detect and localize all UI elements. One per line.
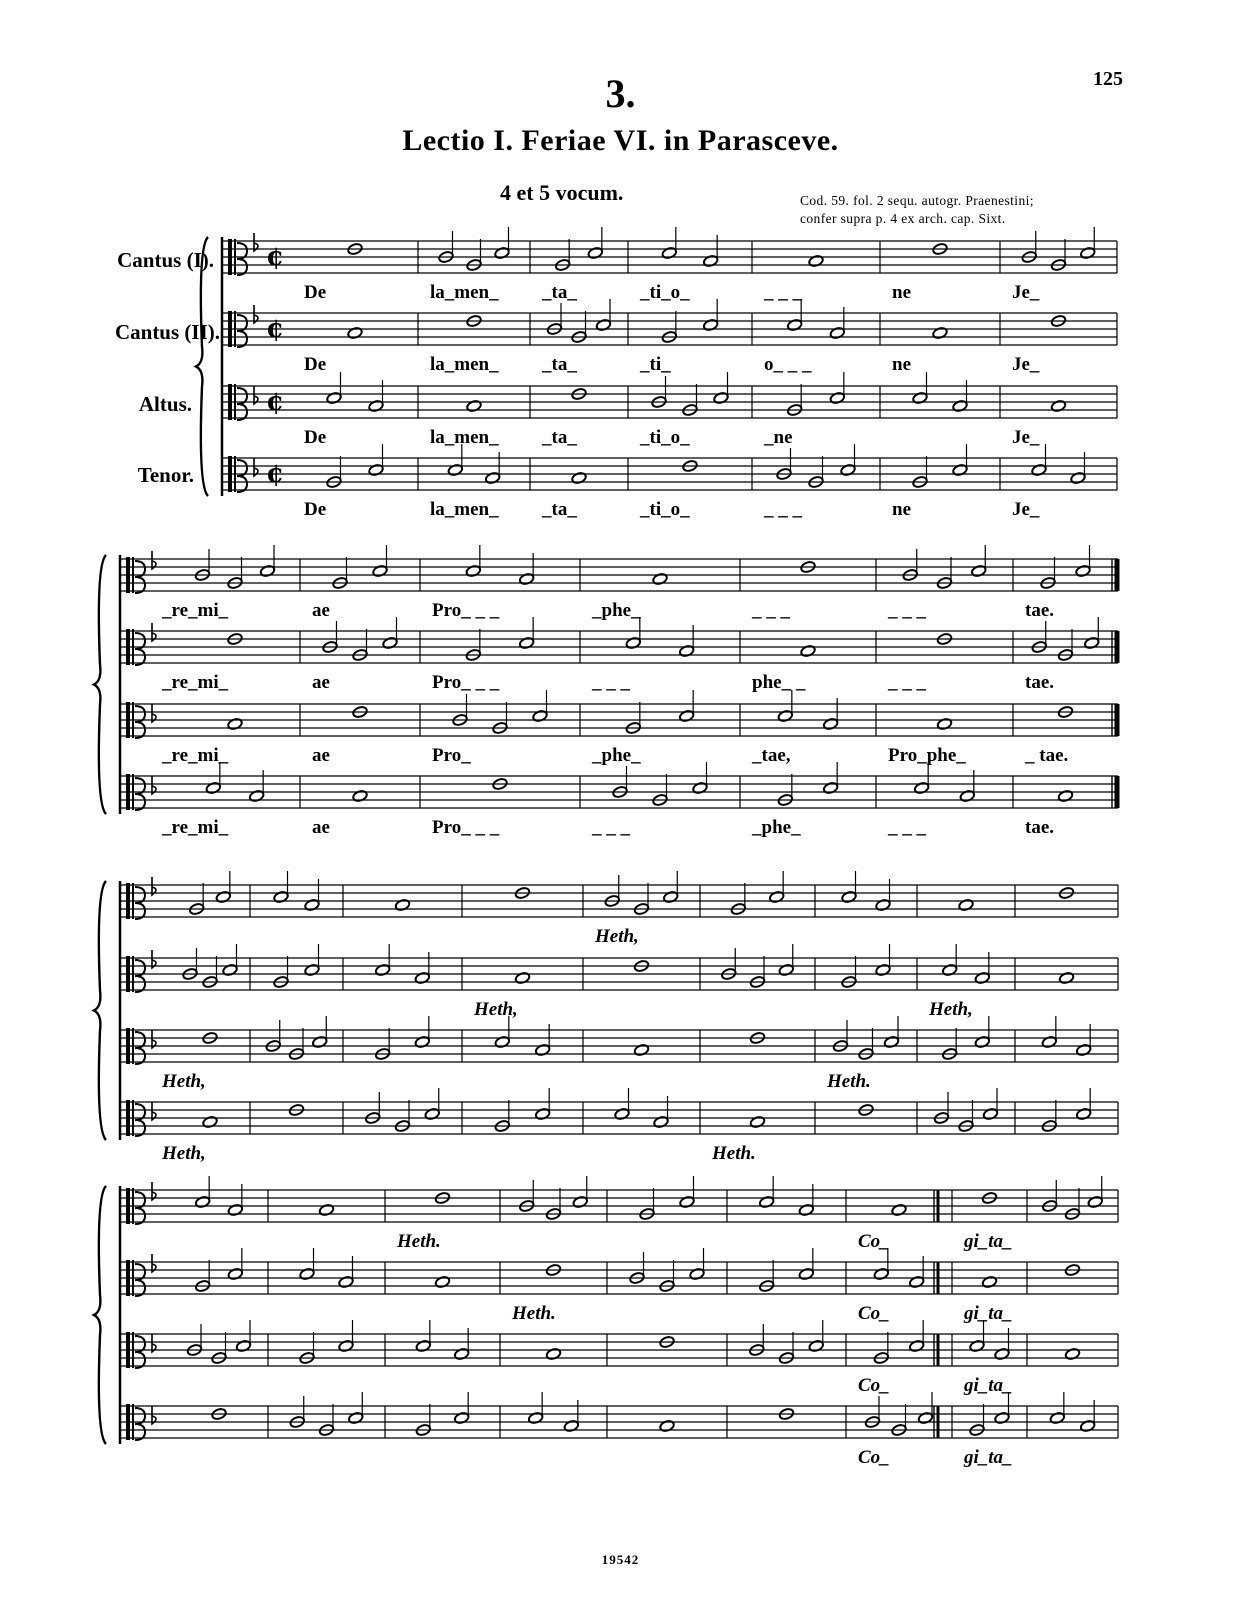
flat-sign <box>254 305 258 323</box>
note-head <box>424 1107 440 1120</box>
c-clef <box>228 384 232 420</box>
flat-sign <box>254 458 258 476</box>
note-head <box>571 471 587 484</box>
note-head <box>1050 399 1066 412</box>
note-head <box>823 781 839 794</box>
page-number: 125 <box>1093 68 1123 90</box>
note-head <box>519 636 535 649</box>
lyric-syllable: la_men_ <box>430 354 499 375</box>
note-head <box>375 963 391 976</box>
lyric-syllable: De <box>304 499 327 520</box>
note-head <box>563 1419 579 1432</box>
c-clef <box>135 633 145 665</box>
note-head <box>447 463 463 476</box>
lyric-syllable: Pro_ <box>432 745 471 766</box>
note-head <box>994 1411 1010 1424</box>
note-head <box>981 1275 997 1288</box>
note-head <box>1031 463 1047 476</box>
note-head <box>312 1035 328 1048</box>
note-head <box>259 564 275 577</box>
c-clef <box>132 702 134 738</box>
note-head <box>519 572 535 585</box>
voice-label-tenor: Tenor. <box>137 463 194 487</box>
flat-sign <box>152 950 156 968</box>
flat-sign <box>152 1254 156 1272</box>
lyric-syllable: _ _ _ <box>752 600 790 621</box>
note-head <box>299 1267 315 1280</box>
note-head <box>535 1107 551 1120</box>
note-head <box>800 644 816 657</box>
note-head <box>227 1203 243 1216</box>
note-head <box>528 1411 544 1424</box>
note-head <box>545 1347 561 1360</box>
piece-title: Lectio I. Feriae VI. in Parasceve. <box>402 124 839 157</box>
time-signature: ¢ <box>266 459 285 489</box>
lyric-syllable: Heth, <box>162 1071 206 1092</box>
lyric-syllable: Pro_phe_ <box>888 745 966 766</box>
note-head <box>679 1195 695 1208</box>
c-clef <box>135 778 145 810</box>
c-clef <box>135 561 145 593</box>
note-head <box>1064 1347 1080 1360</box>
lyric-syllable: De <box>304 354 327 375</box>
lyric-syllable: Je_ <box>1012 499 1040 520</box>
lyric-syllable: Je_ <box>1012 282 1040 303</box>
lyric-syllable: Heth. <box>512 1303 556 1324</box>
note-head <box>982 1107 998 1120</box>
lyric-syllable: ae <box>312 745 330 766</box>
note-head <box>235 1339 251 1352</box>
note-head <box>703 318 719 331</box>
note-head <box>679 709 695 722</box>
note-head <box>653 1115 669 1128</box>
lyric-syllable: Heth. <box>827 1071 871 1092</box>
system-brace <box>94 555 106 814</box>
c-clef <box>132 956 134 992</box>
c-clef <box>228 239 232 275</box>
c-clef <box>126 883 130 919</box>
c-clef <box>234 456 236 492</box>
c-clef <box>237 460 247 492</box>
lyric-syllable: _phe_ <box>592 600 641 621</box>
lyric-syllable: _ta_ <box>542 354 577 375</box>
system-brace <box>94 881 106 1140</box>
flat-sign <box>152 1406 156 1424</box>
lyric-syllable: Pro_ _ _ <box>432 600 500 621</box>
note-head <box>971 564 987 577</box>
c-clef <box>132 1188 134 1224</box>
note-head <box>917 1411 933 1424</box>
note-head <box>338 1275 354 1288</box>
note-head <box>1057 789 1073 802</box>
note-head <box>532 709 548 722</box>
lyric-syllable: gi_ta_ <box>964 1375 1013 1396</box>
lyric-syllable: _ _ _ <box>592 817 630 838</box>
flat-sign <box>152 776 156 794</box>
note-head <box>1075 564 1091 577</box>
time-signature: ¢ <box>266 387 285 417</box>
lyric-syllable: _re_mi_ <box>162 672 229 693</box>
lyric-syllable: ae <box>312 600 330 621</box>
c-clef <box>132 1332 134 1368</box>
c-clef <box>237 243 247 275</box>
note-head <box>652 572 668 585</box>
flat-sign <box>152 877 156 895</box>
note-head <box>466 399 482 412</box>
note-head <box>891 1203 907 1216</box>
c-clef <box>237 388 247 420</box>
lyric-syllable: _ _ _ <box>764 282 802 303</box>
lyric-syllable: _ta_ <box>542 499 577 520</box>
note-head <box>415 1339 431 1352</box>
lyric-syllable: Heth, <box>162 1143 206 1164</box>
voice-label-cantus-1: Cantus (I). <box>117 248 214 272</box>
c-clef <box>135 706 145 738</box>
note-head <box>659 1419 675 1432</box>
lyric-syllable: Co_ <box>858 1231 890 1252</box>
c-clef <box>135 887 145 919</box>
note-head <box>952 463 968 476</box>
lyric-syllable: Heth, <box>595 926 639 947</box>
note-head <box>273 890 289 903</box>
c-clef <box>132 1100 134 1136</box>
note-head <box>227 717 243 730</box>
c-clef <box>126 1028 130 1064</box>
lyric-syllable: tae. <box>1025 817 1055 838</box>
note-head <box>808 1339 824 1352</box>
note-head <box>587 246 603 259</box>
note-head <box>465 564 481 577</box>
note-head <box>1076 1043 1092 1056</box>
lyric-syllable: De <box>304 282 327 303</box>
plate-number: 19542 <box>601 1552 640 1567</box>
source-note-line-2: confer supra p. 4 ex arch. cap. Sixt. <box>800 211 1006 226</box>
note-head <box>514 971 530 984</box>
c-clef <box>132 557 134 593</box>
c-clef <box>126 557 130 593</box>
note-head <box>829 326 845 339</box>
c-clef <box>132 1260 134 1296</box>
note-head <box>769 890 785 903</box>
note-head <box>368 399 384 412</box>
lyric-syllable: phe_ _ <box>752 672 806 693</box>
lyric-syllable: gi_ta_ <box>964 1231 1013 1252</box>
flat-sign <box>152 1102 156 1120</box>
note-head <box>222 963 238 976</box>
scoring-heading: 4 et 5 vocum. <box>500 180 624 205</box>
flat-sign <box>152 1334 156 1352</box>
system-brace <box>196 237 208 496</box>
note-head <box>749 1115 765 1128</box>
lyric-syllable: _ti_ <box>640 354 671 375</box>
c-clef <box>132 1404 134 1440</box>
note-head <box>823 717 839 730</box>
c-clef <box>234 239 236 275</box>
note-head <box>368 463 384 476</box>
note-head <box>304 963 320 976</box>
note-head <box>625 636 641 649</box>
note-head <box>454 1411 470 1424</box>
lyric-syllable: _ti_o_ <box>640 427 690 448</box>
lyric-syllable: gi_ta_ <box>964 1303 1013 1324</box>
note-head <box>326 391 342 404</box>
note-head <box>661 246 677 259</box>
note-head <box>798 1267 814 1280</box>
note-head <box>1080 246 1096 259</box>
lyric-syllable: o_ _ _ <box>764 354 812 375</box>
note-head <box>703 254 719 267</box>
lyric-syllable: Je_ <box>1012 354 1040 375</box>
note-head <box>914 781 930 794</box>
lyric-syllable: Co_ <box>858 1303 890 1324</box>
lyric-syllable: Co_ <box>858 1375 890 1396</box>
flat-sign <box>254 386 258 404</box>
c-clef <box>237 315 247 347</box>
note-head <box>205 781 221 794</box>
c-clef <box>135 1192 145 1224</box>
c-clef <box>135 1104 145 1136</box>
note-head <box>318 1203 334 1216</box>
time-signature: ¢ <box>266 242 285 272</box>
lyric-syllable: _re_mi_ <box>162 600 229 621</box>
lyric-syllable: _re_mi_ <box>162 745 229 766</box>
lyric-syllable: tae. <box>1025 672 1055 693</box>
lyric-syllable: _ta_ <box>542 282 577 303</box>
lyric-syllable: Heth. <box>712 1143 756 1164</box>
note-head <box>494 1035 510 1048</box>
lyric-syllable: la_men_ <box>430 282 499 303</box>
c-clef <box>132 883 134 919</box>
flat-sign <box>152 1030 156 1048</box>
flat-sign <box>152 623 156 641</box>
note-head <box>215 890 231 903</box>
note-head <box>572 1195 588 1208</box>
note-head <box>912 391 928 404</box>
note-head <box>595 318 611 331</box>
c-clef <box>126 1332 130 1368</box>
lyric-syllable: _phe_ <box>752 817 801 838</box>
note-head <box>994 1347 1010 1360</box>
lyric-syllable: gi_ta_ <box>964 1447 1013 1468</box>
note-head <box>454 1347 470 1360</box>
note-head <box>883 1035 899 1048</box>
note-head <box>873 1267 889 1280</box>
note-head <box>249 789 265 802</box>
note-head <box>535 1043 551 1056</box>
flat-sign <box>254 233 258 251</box>
note-head <box>1070 471 1086 484</box>
note-head <box>614 1107 630 1120</box>
flat-sign <box>152 704 156 722</box>
note-head <box>875 898 891 911</box>
note-head <box>338 1339 354 1352</box>
note-head <box>777 709 793 722</box>
note-head <box>759 1195 775 1208</box>
note-head <box>787 318 803 331</box>
note-head <box>1087 1195 1103 1208</box>
note-head <box>414 971 430 984</box>
note-head <box>494 246 510 259</box>
lyric-syllable: ne <box>892 354 911 375</box>
note-head <box>959 789 975 802</box>
lyric-syllable: De <box>304 427 327 448</box>
note-head <box>909 1275 925 1288</box>
lyric-syllable: Heth, <box>929 999 973 1020</box>
note-head <box>909 1339 925 1352</box>
lyric-syllable: tae. <box>1025 600 1055 621</box>
note-head <box>932 326 948 339</box>
note-head <box>195 1195 211 1208</box>
c-clef <box>126 1188 130 1224</box>
note-head <box>394 898 410 911</box>
note-head <box>1080 1419 1096 1432</box>
lyric-syllable: _ti_o_ <box>640 282 690 303</box>
c-clef <box>126 702 130 738</box>
note-head <box>352 789 368 802</box>
lyric-syllable: _ _ _ <box>888 600 926 621</box>
lyric-syllable: _ _ _ <box>592 672 630 693</box>
flat-sign <box>152 1182 156 1200</box>
lyric-syllable: _re_mi_ <box>162 817 229 838</box>
note-head <box>778 963 794 976</box>
lyric-syllable: ae <box>312 672 330 693</box>
note-head <box>841 890 857 903</box>
c-clef <box>126 1100 130 1136</box>
note-head <box>663 890 679 903</box>
lyric-syllable: ne <box>892 499 911 520</box>
note-head <box>974 1035 990 1048</box>
flat-sign <box>152 551 156 569</box>
c-clef <box>135 960 145 992</box>
note-head <box>1058 971 1074 984</box>
lyric-syllable: Pro_ _ _ <box>432 817 500 838</box>
note-head <box>713 391 729 404</box>
lyric-syllable: Heth. <box>397 1231 441 1252</box>
note-head <box>936 717 952 730</box>
note-head <box>434 1275 450 1288</box>
c-clef <box>234 311 236 347</box>
lyric-syllable: _phe_ <box>592 745 641 766</box>
note-head <box>829 391 845 404</box>
c-clef <box>135 1264 145 1296</box>
note-head <box>958 898 974 911</box>
lyric-syllable: Pro_ _ _ <box>432 672 500 693</box>
voice-label-cantus-2: Cantus (II). <box>114 320 220 344</box>
c-clef <box>126 774 130 810</box>
note-head <box>382 636 398 649</box>
note-head <box>372 564 388 577</box>
c-clef <box>126 1404 130 1440</box>
lyric-syllable: _ tae. <box>1025 745 1069 766</box>
lyric-syllable: ne <box>892 282 911 303</box>
lyric-syllable: _ _ _ <box>888 817 926 838</box>
c-clef <box>126 956 130 992</box>
note-head <box>227 1267 243 1280</box>
note-head <box>202 1115 218 1128</box>
c-clef <box>135 1408 145 1440</box>
lyric-syllable: _ _ _ <box>764 499 802 520</box>
lyric-syllable: Co_ <box>858 1447 890 1468</box>
note-head <box>875 963 891 976</box>
c-clef <box>132 1028 134 1064</box>
note-head <box>808 254 824 267</box>
note-head <box>1084 636 1100 649</box>
c-clef <box>228 456 232 492</box>
note-head <box>347 326 363 339</box>
c-clef <box>126 629 130 665</box>
note-head <box>689 1267 705 1280</box>
note-head <box>840 463 856 476</box>
note-head <box>798 1203 814 1216</box>
c-clef <box>126 1260 130 1296</box>
note-head <box>679 644 695 657</box>
note-head <box>692 781 708 794</box>
note-head <box>304 898 320 911</box>
lyric-syllable: Heth, <box>474 999 518 1020</box>
source-note-line-1: Cod. 59. fol. 2 sequ. autogr. Praenestini; <box>800 193 1034 208</box>
time-signature: ¢ <box>266 314 285 344</box>
lyric-syllable: _tae, <box>752 745 791 766</box>
note-head <box>969 1339 985 1352</box>
c-clef <box>234 384 236 420</box>
note-head <box>974 971 990 984</box>
note-head <box>952 399 968 412</box>
note-head <box>942 963 958 976</box>
lyric-syllable: la_men_ <box>430 499 499 520</box>
lyric-syllable: _ta_ <box>542 427 577 448</box>
note-head <box>348 1411 364 1424</box>
note-head <box>1076 1107 1092 1120</box>
lyric-syllable: Je_ <box>1012 427 1040 448</box>
voice-label-altus: Altus. <box>138 392 192 416</box>
note-head <box>485 471 501 484</box>
note-head <box>633 1043 649 1056</box>
note-head <box>1041 1035 1057 1048</box>
c-clef <box>135 1032 145 1064</box>
lyric-syllable: _ne <box>764 427 793 448</box>
lyric-syllable: _ _ _ <box>888 672 926 693</box>
lyric-syllable: _ti_o_ <box>640 499 690 520</box>
lyric-syllable: ae <box>312 817 330 838</box>
c-clef <box>132 629 134 665</box>
note-head <box>414 1035 430 1048</box>
c-clef <box>228 311 232 347</box>
lyric-syllable: la_men_ <box>430 427 499 448</box>
c-clef <box>135 1336 145 1368</box>
piece-number: 3. <box>605 71 636 116</box>
c-clef <box>132 774 134 810</box>
note-head <box>1049 1411 1065 1424</box>
system-brace <box>94 1186 106 1444</box>
